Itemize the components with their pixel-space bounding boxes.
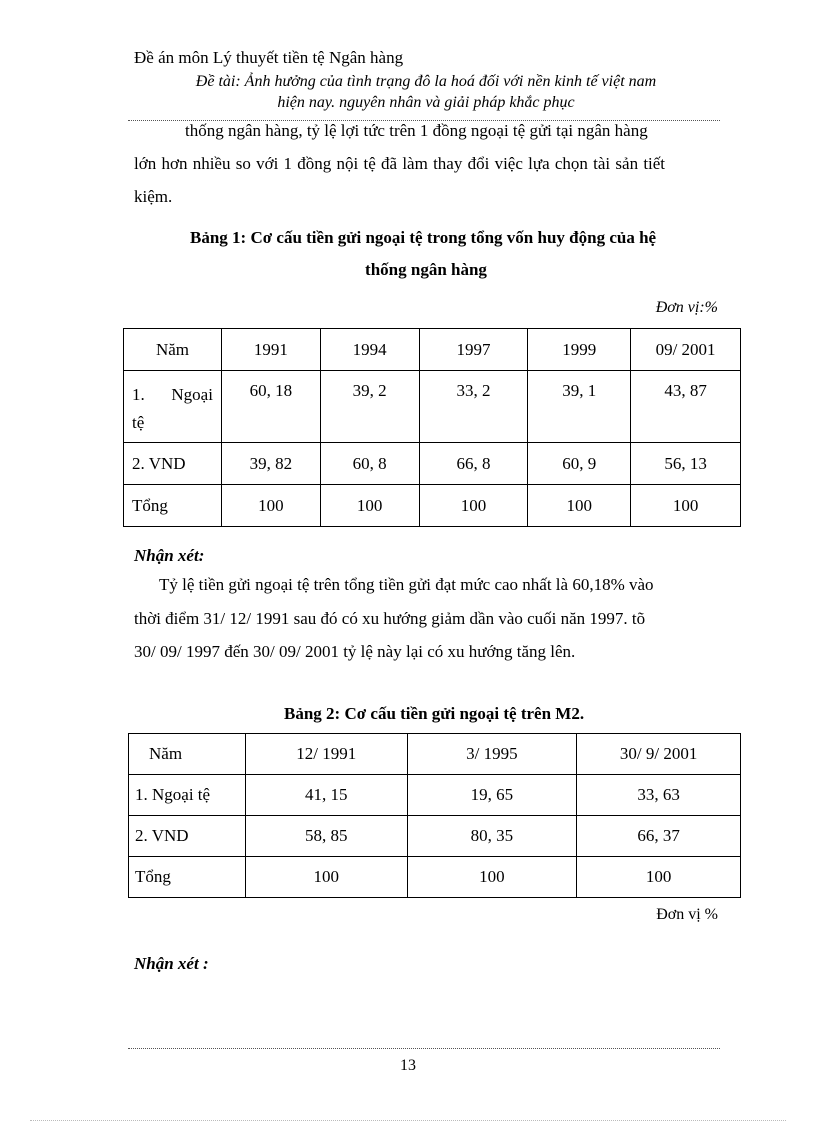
header-title: Đề án môn Lý thuyết tiền tệ Ngân hàng	[134, 48, 404, 67]
table2-cell: 66, 37	[577, 816, 741, 857]
page-number: 13	[400, 1057, 416, 1074]
table1-cell: 100	[419, 485, 528, 527]
table2-header-cell: 12/ 1991	[245, 734, 407, 775]
table2-row-label: Tổng	[129, 857, 246, 898]
table1-unit: Đơn vị:%	[655, 299, 718, 316]
table2-cell: 41, 15	[245, 775, 407, 816]
table1-cell: 100	[320, 485, 419, 527]
header-subtitle-line1: Đề tài: Ảnh hưởng của tình trạng đô la hoá đối với nền kinh tế việt nam	[195, 73, 657, 90]
table2-cell: 100	[577, 857, 741, 898]
table1-row-label: 2. VND	[124, 443, 222, 485]
table1-row-label	[124, 371, 222, 443]
table2-row-label: 1. Ngoại tệ	[129, 775, 246, 816]
table1-header-cell: 1991	[221, 329, 320, 371]
table1-title-line2: thống ngân hàng	[365, 260, 487, 279]
table1-row	[124, 443, 741, 485]
table2-cell: 100	[407, 857, 577, 898]
table1-cell: 56, 13	[631, 443, 741, 485]
table2-cell: 80, 35	[407, 816, 577, 857]
table1-header-cell: 09/ 2001	[631, 329, 741, 371]
table1	[123, 328, 741, 527]
table1-cell: 60, 9	[528, 443, 631, 485]
table2-title: Bảng 2: Cơ cấu tiền gửi ngoại tệ trên M2.	[284, 704, 585, 723]
table1-cell: 43, 87	[631, 371, 741, 443]
table1-cell: 100	[528, 485, 631, 527]
table1-row-label-part: Ngoại	[171, 385, 213, 404]
comment2-heading: Nhận xét :	[134, 954, 209, 973]
header-subtitle-line2: hiện nay. nguyên nhân và giải pháp khắc phục	[277, 94, 575, 111]
table2-header-cell: 30/ 9/ 2001	[577, 734, 741, 775]
table1-row-label: Tổng	[124, 485, 222, 527]
table1-cell: 60, 18	[221, 371, 320, 443]
table2-header-row	[129, 734, 741, 775]
table2-cell: 19, 65	[407, 775, 577, 816]
table1-title-line1: Bảng 1: Cơ cấu tiền gửi ngoại tệ trong tổng vốn huy động của hệ	[190, 228, 657, 247]
table1-cell: 39, 1	[528, 371, 631, 443]
table1-header-cell: 1994	[320, 329, 419, 371]
table2-unit: Đơn vị %	[656, 906, 718, 923]
table1-header-cell: 1999	[528, 329, 631, 371]
table1-cell: 33, 2	[419, 371, 528, 443]
table2	[128, 733, 741, 898]
table1-row-label-part: 1.	[132, 385, 145, 404]
table2-header-cell: 3/ 1995	[407, 734, 577, 775]
table2-row-label: 2. VND	[129, 816, 246, 857]
table1-cell: 39, 82	[221, 443, 320, 485]
table1-header-cell: Năm	[124, 329, 222, 371]
header-subtitle	[134, 71, 718, 113]
table1-row	[124, 485, 741, 527]
comment1-line-1: Tỷ lệ tiền gửi ngoại tệ trên tổng tiền gửi đạt mức cao nhất là 60,18% vào	[159, 575, 654, 594]
table1-row-label-part: tệ	[132, 413, 145, 432]
footer-divider	[128, 1048, 720, 1049]
intro-line-3: kiệm.	[134, 187, 173, 206]
intro-line-1: thống ngân hàng, tỷ lệ lợi tức trên 1 đồng ngoại tệ gửi tại ngân hàng	[185, 121, 648, 140]
table1-header-cell: 1997	[419, 329, 528, 371]
table1-cell: 66, 8	[419, 443, 528, 485]
table1-cell: 100	[221, 485, 320, 527]
table2-header-cell: Năm	[129, 734, 246, 775]
table1-cell: 60, 8	[320, 443, 419, 485]
table1-cell: 39, 2	[320, 371, 419, 443]
comment1-line-2: thời điểm 31/ 12/ 1991 sau đó có xu hướng giảm dần vào cuối năn 1997. tõ	[134, 609, 646, 628]
table2-row	[129, 857, 741, 898]
table2-row	[129, 775, 741, 816]
intro-line-2: lớn hơn nhiều so với 1 đồng nội tệ đã làm thay đổi việc lựa chọn tài sản tiết	[134, 154, 666, 173]
table2-cell: 33, 63	[577, 775, 741, 816]
table1-cell: 100	[631, 485, 741, 527]
table2-cell: 100	[245, 857, 407, 898]
comment1-heading: Nhận xét:	[134, 546, 205, 565]
table1-row	[124, 371, 741, 443]
page-edge-divider	[30, 1120, 786, 1121]
comment1-line-3: 30/ 09/ 1997 đến 30/ 09/ 2001 tỷ lệ này lại có xu hướng tăng lên.	[134, 642, 576, 661]
table2-cell: 58, 85	[245, 816, 407, 857]
table2-row	[129, 816, 741, 857]
table1-header-row	[124, 329, 741, 371]
